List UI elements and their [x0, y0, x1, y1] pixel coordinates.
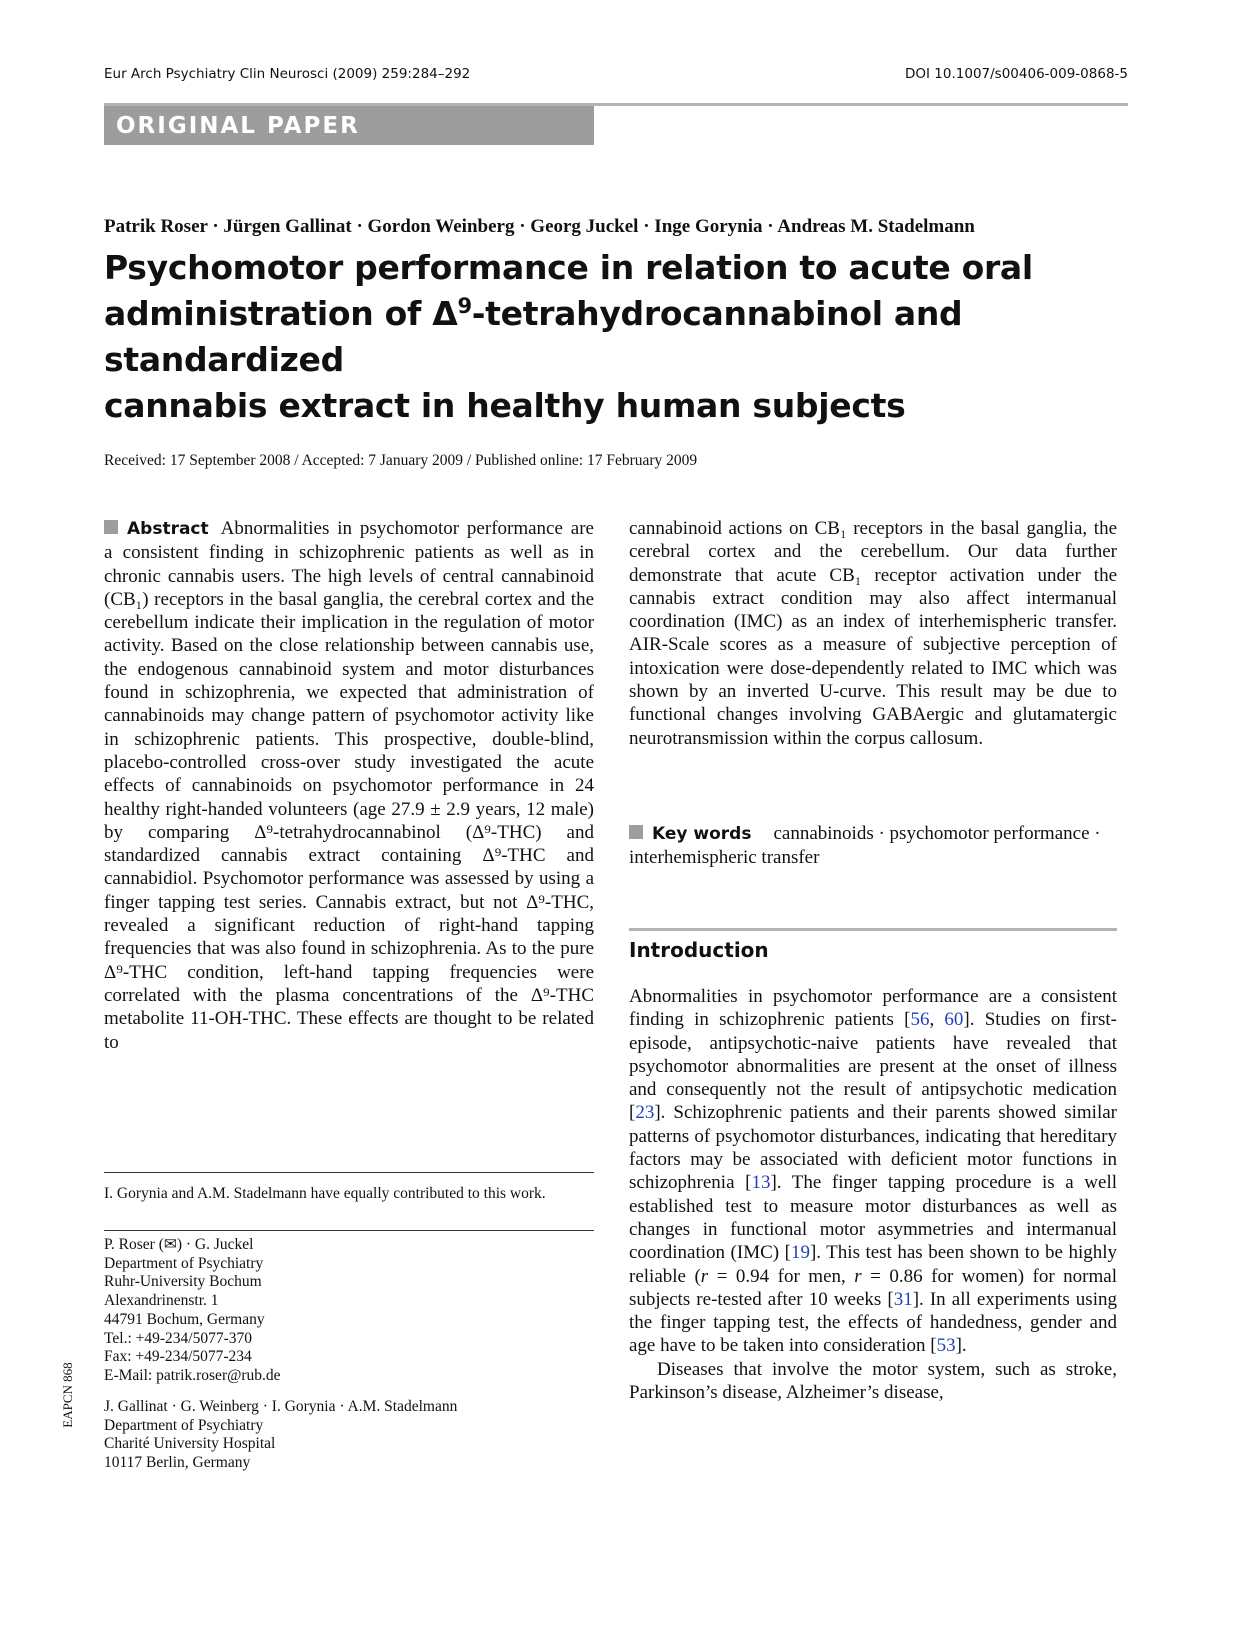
abstract: [104, 517, 594, 1054]
section-banner: [104, 106, 594, 145]
side-code: EAPCN 868: [60, 1362, 75, 1428]
footnote-rule: [104, 1230, 594, 1231]
introduction-rule: [629, 928, 1117, 931]
footnote-contribution: I. Gorynia and A.M. Stadelmann have equally contributed to this work.: [104, 1185, 546, 1202]
abstract-text: Abnormalities in psychomotor performance are a consistent finding in schizophrenic patients as well as in chronic cannabis users. The high levels of central cannabinoid (CB₁) receptors in the basal ganglia, the cerebral cortex and the cerebellum indicate their implication in the regulation of motor activity. Based on the close relationship between cannabis use, the endogenous cannabinoid system and motor disturbances found in schizophrenia, we expected that administration of cannabinoids may change pattern of psychomotor activity like in schizophrenic patients. This prospective, double-blind, placebo-controlled cross-over study investigated the acute effects of cannabinoids on psychomotor performance in 24 healthy right-handed volunteers (age 27.9 ± 2.9 years, 12 male) by comparing Δ⁹-tetrahydrocannabinol (Δ⁹-THC) and standardized cannabis extract containing Δ⁹-THC and cannabidiol. Psychomotor performance was assessed by using a finger tapping test series. Cannabis extract, but not Δ⁹-THC, revealed a significant reduction of right-hand tapping frequencies that was also found in schizophrenia. As to the pure Δ⁹-THC condition, left-hand tapping frequencies were correlated with the plasma concentrations of the Δ⁹-THC metabolite 11-OH-THC. These effects are thought to be related to: [104, 518, 594, 1053]
abstract-label: Abstract: [127, 519, 209, 539]
doi[interactable]: DOI 10.1007/s00406-009-0868-5: [905, 66, 1128, 82]
citation-link[interactable]: 60: [944, 1009, 964, 1031]
publication-dates: Received: 17 September 2008 / Accepted: 7 January 2009 / Published online: 17 February 2009: [104, 452, 698, 469]
introduction-paragraph-2: Diseases that involve the motor system, such as stroke, Parkinson’s disease, Alzheimer’s disease,: [629, 1358, 1117, 1404]
citation-link[interactable]: 23: [635, 1102, 655, 1124]
introduction-body: [629, 985, 1117, 1404]
keywords: [629, 822, 1117, 870]
abstract-continued: cannabinoid actions on CB₁ receptors in the basal ganglia, the cerebral cortex and the cerebellum. Our data further demonstrate that acute CB₁ receptor activation under the cannabis extract condition may also affect intermanual coordination (IMC) as an index of interhemispheric transfer. AIR-Scale scores as a measure of subjective perception of intoxication were dose-dependently related to IMC which was shown by an inverted U-curve. This result may be due to functional changes involving GABAergic and glutamatergic neurotransmission within the corpus callosum.: [629, 518, 1117, 749]
title-line-1: Psychomotor performance in relation to acute oral: [104, 248, 1033, 287]
article-title: [104, 245, 1134, 429]
abstract-marker-icon: [104, 520, 118, 534]
section-label: ORIGINAL PAPER: [116, 113, 360, 139]
title-line-3: cannabis extract in healthy human subjects: [104, 386, 906, 425]
keywords-text: cannabinoids · psychomotor performance · interhemispheric transfer: [629, 823, 1101, 869]
email-link[interactable]: E-Mail: patrik.roser@rub.de: [104, 1366, 281, 1384]
keywords-label: Key words: [652, 824, 752, 844]
corresponding-address: P. Roser (✉) · G. Juckel Department of Psychiatry Ruhr-University Bochum Alexandrinenstr. 1 44791 Bochum, Germany Tel.: +49-234/5077-370 Fax: +49-234/5077-234 E-Mail: patrik.roser@rub.de: [104, 1236, 281, 1384]
introduction-paragraph-1: Abnormalities in psychomotor performance are a consistent finding in schizophrenic patients [56, 60]. Studies on first-episode, antipsychotic-naive patients have revealed that psychomotor abnormalities are present at the onset of illness and consequently not the result of antipsychotic medication [23]. Schizophrenic patients and their parents showed similar patterns of psychomotor disturbances, indicating that hereditary factors may be associated with deficient motor functions in schizophrenia [13]. The finger tapping procedure is a well established test to measure motor disturbances as well as changes in functional motor asymmetries and intermanual coordination (IMC) [19]. This test has been shown to be highly reliable (r = 0.94 for men, r = 0.86 for women) for normal subjects re-tested after 10 weeks [31]. In all experiments using the finger tapping test, the effects of handedness, gender and age have to be taken into consideration [53].: [629, 986, 1118, 1357]
citation-link[interactable]: 19: [790, 1242, 810, 1264]
citation-link[interactable]: 13: [751, 1172, 771, 1194]
citation-link[interactable]: 31: [893, 1288, 913, 1310]
journal-reference: Eur Arch Psychiatry Clin Neurosci (2009) 259:284–292: [104, 66, 471, 82]
title-line-2: administration of $\Delta^9$-tetrahydrocannabinol and standardized: [104, 294, 963, 379]
author-list: Patrik Roser · Jürgen Gallinat · Gordon Weinberg · Georg Juckel · Inge Gorynia · Andreas M. Stadelmann: [104, 216, 975, 237]
keywords-marker-icon: [629, 825, 643, 839]
citation-link[interactable]: 56: [910, 1009, 930, 1031]
citation-link[interactable]: 53: [936, 1335, 956, 1357]
footnote-rule: [104, 1172, 594, 1173]
coauthor-address: J. Gallinat · G. Weinberg · I. Gorynia · A.M. Stadelmann Department of Psychiatry Charité University Hospital 10117 Berlin, Germany: [104, 1398, 458, 1472]
introduction-heading: Introduction: [629, 938, 769, 962]
